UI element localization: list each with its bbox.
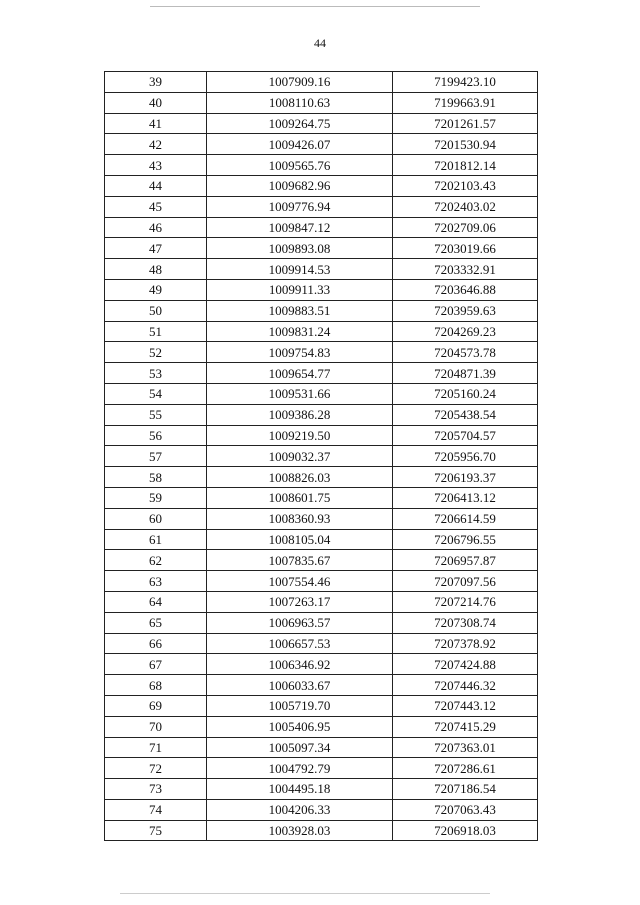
y-coordinate-cell: 7202103.43 [393, 175, 538, 196]
point-number-cell: 55 [105, 404, 207, 425]
table-row [105, 591, 538, 612]
coordinates-table [104, 71, 538, 841]
point-number-cell: 48 [105, 259, 207, 280]
y-coordinate-cell: 7205704.57 [393, 425, 538, 446]
x-coordinate-cell: 1009219.50 [207, 425, 393, 446]
table-row [105, 300, 538, 321]
table-row [105, 550, 538, 571]
point-number-cell: 42 [105, 134, 207, 155]
x-coordinate-cell: 1009682.96 [207, 175, 393, 196]
x-coordinate-cell: 1008110.63 [207, 92, 393, 113]
y-coordinate-cell: 7205438.54 [393, 404, 538, 425]
point-number-cell: 67 [105, 654, 207, 675]
point-number-cell: 39 [105, 72, 207, 93]
point-number-cell: 50 [105, 300, 207, 321]
x-coordinate-cell: 1009776.94 [207, 196, 393, 217]
point-number-cell: 73 [105, 779, 207, 800]
y-coordinate-cell: 7201812.14 [393, 155, 538, 176]
y-coordinate-cell: 7207378.92 [393, 633, 538, 654]
x-coordinate-cell: 1009911.33 [207, 279, 393, 300]
table-row [105, 633, 538, 654]
y-coordinate-cell: 7202709.06 [393, 217, 538, 238]
y-coordinate-cell: 7207446.32 [393, 675, 538, 696]
y-coordinate-cell: 7201261.57 [393, 113, 538, 134]
y-coordinate-cell: 7206918.03 [393, 820, 538, 841]
table-row [105, 675, 538, 696]
y-coordinate-cell: 7203646.88 [393, 279, 538, 300]
point-number-cell: 44 [105, 175, 207, 196]
y-coordinate-cell: 7204573.78 [393, 342, 538, 363]
x-coordinate-cell: 1003928.03 [207, 820, 393, 841]
table-row [105, 446, 538, 467]
x-coordinate-cell: 1008826.03 [207, 467, 393, 488]
point-number-cell: 71 [105, 737, 207, 758]
point-number-cell: 41 [105, 113, 207, 134]
y-coordinate-cell: 7204269.23 [393, 321, 538, 342]
y-coordinate-cell: 7207286.61 [393, 758, 538, 779]
point-number-cell: 43 [105, 155, 207, 176]
x-coordinate-cell: 1009032.37 [207, 446, 393, 467]
point-number-cell: 49 [105, 279, 207, 300]
x-coordinate-cell: 1006346.92 [207, 654, 393, 675]
point-number-cell: 40 [105, 92, 207, 113]
table-row [105, 737, 538, 758]
y-coordinate-cell: 7204871.39 [393, 363, 538, 384]
table-row [105, 695, 538, 716]
table-row [105, 799, 538, 820]
x-coordinate-cell: 1008601.75 [207, 487, 393, 508]
point-number-cell: 51 [105, 321, 207, 342]
point-number-cell: 54 [105, 383, 207, 404]
y-coordinate-cell: 7201530.94 [393, 134, 538, 155]
x-coordinate-cell: 1009831.24 [207, 321, 393, 342]
page-number: 44 [314, 36, 326, 50]
table-row [105, 404, 538, 425]
table-row [105, 820, 538, 841]
y-coordinate-cell: 7199663.91 [393, 92, 538, 113]
point-number-cell: 45 [105, 196, 207, 217]
y-coordinate-cell: 7206796.55 [393, 529, 538, 550]
x-coordinate-cell: 1006963.57 [207, 612, 393, 633]
table-row [105, 716, 538, 737]
x-coordinate-cell: 1006033.67 [207, 675, 393, 696]
y-coordinate-cell: 7207097.56 [393, 571, 538, 592]
table-row [105, 779, 538, 800]
x-coordinate-cell: 1004495.18 [207, 779, 393, 800]
x-coordinate-cell: 1009893.08 [207, 238, 393, 259]
point-number-cell: 75 [105, 820, 207, 841]
y-coordinate-cell: 7206413.12 [393, 487, 538, 508]
x-coordinate-cell: 1005719.70 [207, 695, 393, 716]
point-number-cell: 72 [105, 758, 207, 779]
x-coordinate-cell: 1009883.51 [207, 300, 393, 321]
table-row [105, 487, 538, 508]
table-row [105, 342, 538, 363]
y-coordinate-cell: 7207443.12 [393, 695, 538, 716]
point-number-cell: 64 [105, 591, 207, 612]
x-coordinate-cell: 1009264.75 [207, 113, 393, 134]
x-coordinate-cell: 1007835.67 [207, 550, 393, 571]
x-coordinate-cell: 1007554.46 [207, 571, 393, 592]
table-row [105, 758, 538, 779]
x-coordinate-cell: 1006657.53 [207, 633, 393, 654]
y-coordinate-cell: 7205956.70 [393, 446, 538, 467]
x-coordinate-cell: 1007909.16 [207, 72, 393, 93]
point-number-cell: 47 [105, 238, 207, 259]
point-number-cell: 57 [105, 446, 207, 467]
y-coordinate-cell: 7207415.29 [393, 716, 538, 737]
x-coordinate-cell: 1009654.77 [207, 363, 393, 384]
point-number-cell: 74 [105, 799, 207, 820]
table-row [105, 155, 538, 176]
y-coordinate-cell: 7205160.24 [393, 383, 538, 404]
table-row [105, 279, 538, 300]
x-coordinate-cell: 1009531.66 [207, 383, 393, 404]
x-coordinate-cell: 1009847.12 [207, 217, 393, 238]
x-coordinate-cell: 1005406.95 [207, 716, 393, 737]
table-row [105, 92, 538, 113]
top-scan-rule [150, 6, 480, 7]
point-number-cell: 60 [105, 508, 207, 529]
table-row [105, 612, 538, 633]
point-number-cell: 68 [105, 675, 207, 696]
point-number-cell: 52 [105, 342, 207, 363]
x-coordinate-cell: 1008105.04 [207, 529, 393, 550]
y-coordinate-cell: 7199423.10 [393, 72, 538, 93]
point-number-cell: 61 [105, 529, 207, 550]
y-coordinate-cell: 7203959.63 [393, 300, 538, 321]
table-row [105, 72, 538, 93]
point-number-cell: 70 [105, 716, 207, 737]
x-coordinate-cell: 1009426.07 [207, 134, 393, 155]
table-row [105, 654, 538, 675]
bottom-scan-rule [120, 893, 490, 894]
table-row [105, 134, 538, 155]
y-coordinate-cell: 7207063.43 [393, 799, 538, 820]
point-number-cell: 62 [105, 550, 207, 571]
table-row [105, 467, 538, 488]
x-coordinate-cell: 1004792.79 [207, 758, 393, 779]
x-coordinate-cell: 1005097.34 [207, 737, 393, 758]
point-number-cell: 59 [105, 487, 207, 508]
point-number-cell: 53 [105, 363, 207, 384]
table-row [105, 321, 538, 342]
table-row [105, 571, 538, 592]
y-coordinate-cell: 7207214.76 [393, 591, 538, 612]
y-coordinate-cell: 7206614.59 [393, 508, 538, 529]
table-row [105, 217, 538, 238]
y-coordinate-cell: 7207363.01 [393, 737, 538, 758]
y-coordinate-cell: 7203332.91 [393, 259, 538, 280]
point-number-cell: 46 [105, 217, 207, 238]
point-number-cell: 69 [105, 695, 207, 716]
point-number-cell: 56 [105, 425, 207, 446]
y-coordinate-cell: 7202403.02 [393, 196, 538, 217]
y-coordinate-cell: 7206957.87 [393, 550, 538, 571]
table-row [105, 425, 538, 446]
x-coordinate-cell: 1004206.33 [207, 799, 393, 820]
y-coordinate-cell: 7207186.54 [393, 779, 538, 800]
x-coordinate-cell: 1009914.53 [207, 259, 393, 280]
x-coordinate-cell: 1009754.83 [207, 342, 393, 363]
coordinates-table-body [105, 72, 538, 841]
table-row [105, 196, 538, 217]
y-coordinate-cell: 7207424.88 [393, 654, 538, 675]
table-row [105, 383, 538, 404]
table-row [105, 238, 538, 259]
x-coordinate-cell: 1007263.17 [207, 591, 393, 612]
table-row [105, 113, 538, 134]
y-coordinate-cell: 7203019.66 [393, 238, 538, 259]
point-number-cell: 63 [105, 571, 207, 592]
x-coordinate-cell: 1008360.93 [207, 508, 393, 529]
x-coordinate-cell: 1009386.28 [207, 404, 393, 425]
table-row [105, 508, 538, 529]
table-row [105, 363, 538, 384]
table-row [105, 175, 538, 196]
table-row [105, 259, 538, 280]
point-number-cell: 66 [105, 633, 207, 654]
table-row [105, 529, 538, 550]
y-coordinate-cell: 7207308.74 [393, 612, 538, 633]
point-number-cell: 58 [105, 467, 207, 488]
x-coordinate-cell: 1009565.76 [207, 155, 393, 176]
point-number-cell: 65 [105, 612, 207, 633]
y-coordinate-cell: 7206193.37 [393, 467, 538, 488]
